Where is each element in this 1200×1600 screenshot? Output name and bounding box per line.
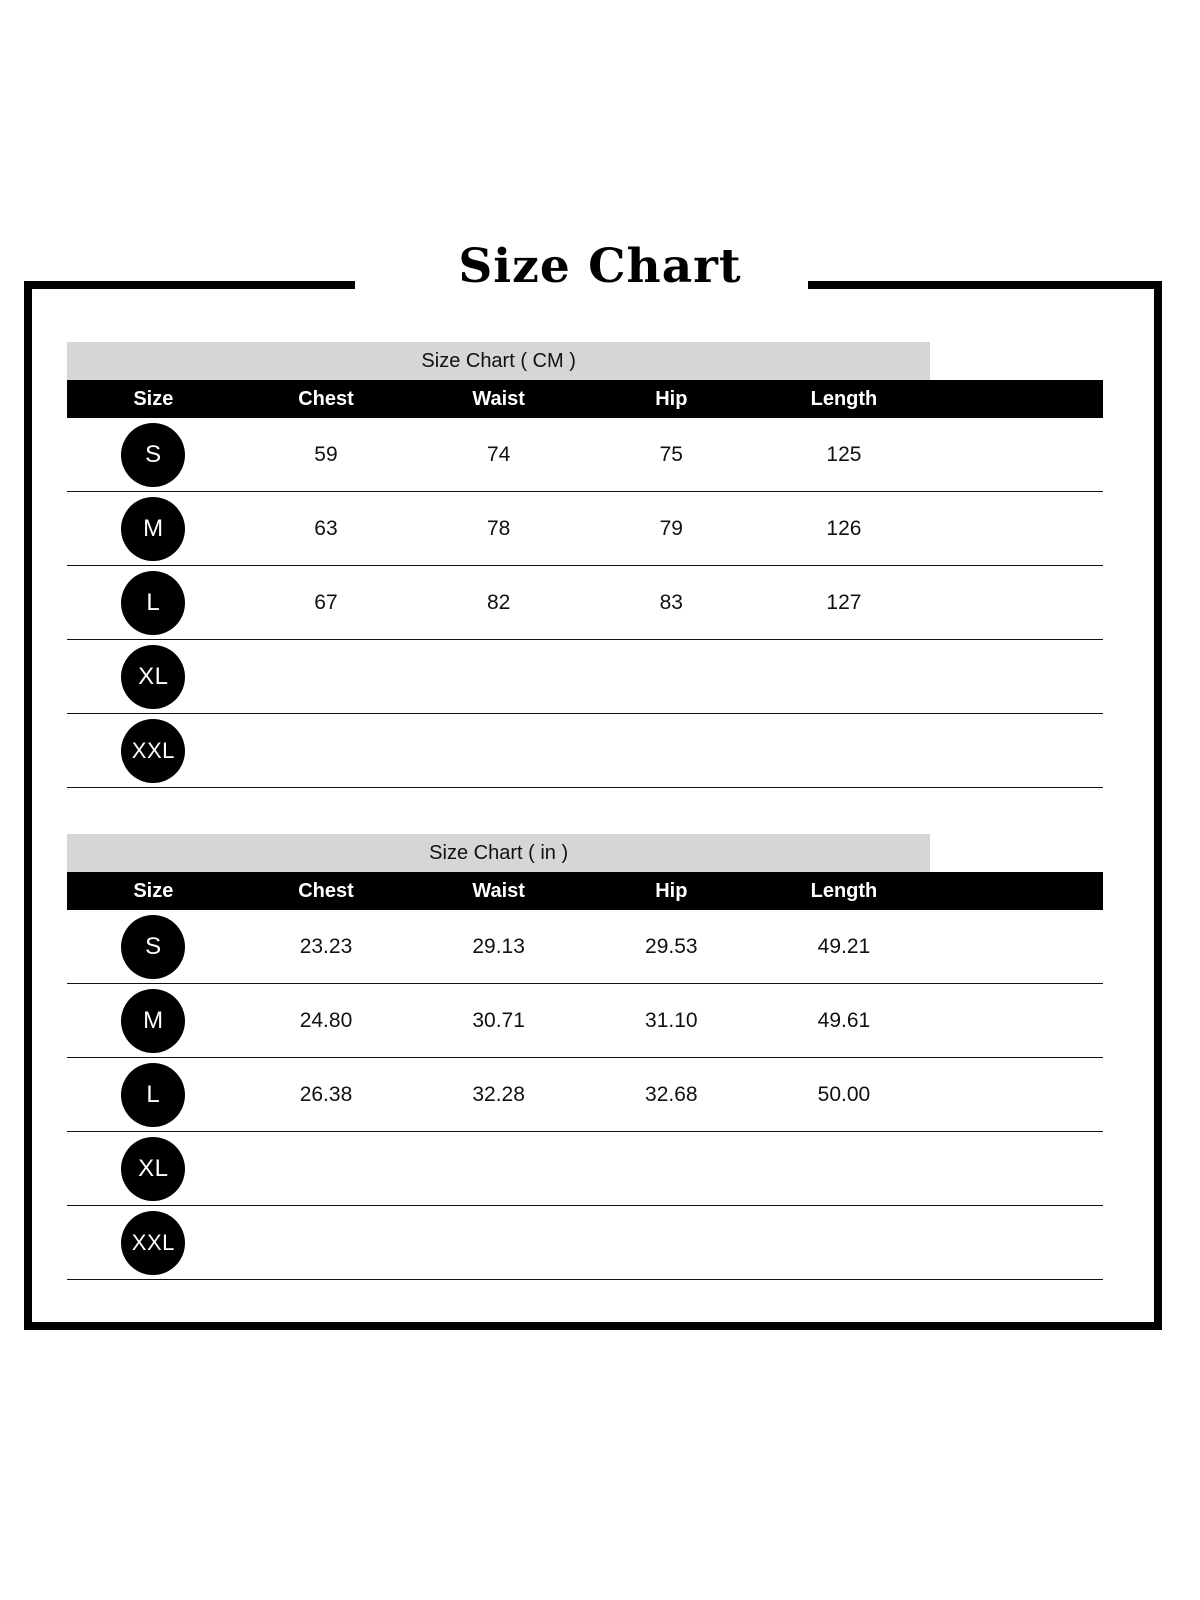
table-row (67, 640, 1103, 714)
size-badge: L (121, 1063, 185, 1127)
tables-divider (67, 788, 1103, 834)
chest-cell: 59 (240, 418, 413, 492)
waist-cell: 82 (412, 566, 585, 640)
spacer-cell (930, 640, 1103, 714)
hip-cell: 83 (585, 566, 758, 640)
hip-cell (585, 1206, 758, 1280)
spacer-cell (930, 1132, 1103, 1206)
column-header-waist: Waist (412, 872, 585, 910)
column-header-chest: Chest (240, 380, 413, 418)
length-cell (758, 714, 931, 788)
size-badge: S (121, 423, 185, 487)
chest-cell: 23.23 (240, 910, 413, 984)
size-badge: M (121, 497, 185, 561)
column-header-waist: Waist (412, 380, 585, 418)
waist-cell: 32.28 (412, 1058, 585, 1132)
spacer-cell (930, 492, 1103, 566)
chest-cell (240, 714, 413, 788)
spacer-cell (930, 1206, 1103, 1280)
column-header-length: Length (758, 872, 931, 910)
spacer-cell (930, 418, 1103, 492)
spacer-cell (930, 566, 1103, 640)
length-cell: 49.21 (758, 910, 931, 984)
hip-cell: 32.68 (585, 1058, 758, 1132)
column-header-hip: Hip (585, 872, 758, 910)
waist-cell (412, 1206, 585, 1280)
hip-cell (585, 714, 758, 788)
column-header-hip: Hip (585, 380, 758, 418)
hip-cell (585, 640, 758, 714)
hip-cell: 31.10 (585, 984, 758, 1058)
band-label-cm: Size Chart ( CM ) (67, 342, 930, 380)
size-badge: L (121, 571, 185, 635)
table-row (67, 492, 1103, 566)
table-row (67, 418, 1103, 492)
table-row (67, 910, 1103, 984)
table-header-cm (67, 380, 1103, 418)
length-cell: 125 (758, 418, 931, 492)
waist-cell: 74 (412, 418, 585, 492)
chest-cell (240, 640, 413, 714)
size-cell (67, 1132, 240, 1206)
size-cell (67, 640, 240, 714)
hip-cell: 29.53 (585, 910, 758, 984)
column-header-size: Size (67, 380, 240, 418)
size-badge: XXL (121, 719, 185, 783)
chest-cell: 67 (240, 566, 413, 640)
length-cell (758, 1206, 931, 1280)
spacer-cell (930, 984, 1103, 1058)
chest-cell: 24.80 (240, 984, 413, 1058)
waist-cell: 30.71 (412, 984, 585, 1058)
size-cell (67, 714, 240, 788)
spacer-cell (930, 1058, 1103, 1132)
size-badge: S (121, 915, 185, 979)
waist-cell (412, 714, 585, 788)
table-row (67, 566, 1103, 640)
table-row (67, 1132, 1103, 1206)
hip-cell: 79 (585, 492, 758, 566)
length-cell (758, 640, 931, 714)
table-row (67, 714, 1103, 788)
tables-container (67, 342, 1103, 1280)
size-badge: XL (121, 1137, 185, 1201)
length-cell: 49.61 (758, 984, 931, 1058)
length-cell (758, 1132, 931, 1206)
size-cell (67, 910, 240, 984)
spacer-cell (930, 714, 1103, 788)
chest-cell (240, 1206, 413, 1280)
band-label-in: Size Chart ( in ) (67, 834, 930, 872)
size-cell (67, 1206, 240, 1280)
size-cell (67, 566, 240, 640)
size-badge: M (121, 989, 185, 1053)
page-title: Size Chart (458, 239, 742, 294)
waist-cell (412, 640, 585, 714)
chest-cell (240, 1132, 413, 1206)
length-cell: 126 (758, 492, 931, 566)
table-row (67, 984, 1103, 1058)
size-cell (67, 418, 240, 492)
chest-cell: 63 (240, 492, 413, 566)
length-cell: 50.00 (758, 1058, 931, 1132)
waist-cell: 29.13 (412, 910, 585, 984)
size-cell (67, 492, 240, 566)
column-header-length: Length (758, 380, 931, 418)
spacer-cell (930, 910, 1103, 984)
table-band-cm (67, 342, 1103, 380)
size-badge: XXL (121, 1211, 185, 1275)
size-badge: XL (121, 645, 185, 709)
table-band-in (67, 834, 1103, 872)
size-table-cm (67, 342, 1103, 788)
table-header-in (67, 872, 1103, 910)
hip-cell: 75 (585, 418, 758, 492)
hip-cell (585, 1132, 758, 1206)
table-row (67, 1206, 1103, 1280)
column-header-chest: Chest (240, 872, 413, 910)
column-header-spacer (930, 380, 1103, 418)
column-header-spacer (930, 872, 1103, 910)
waist-cell (412, 1132, 585, 1206)
size-cell (67, 984, 240, 1058)
column-header-size: Size (67, 872, 240, 910)
size-cell (67, 1058, 240, 1132)
waist-cell: 78 (412, 492, 585, 566)
length-cell: 127 (758, 566, 931, 640)
size-table-in (67, 834, 1103, 1280)
chest-cell: 26.38 (240, 1058, 413, 1132)
table-row (67, 1058, 1103, 1132)
